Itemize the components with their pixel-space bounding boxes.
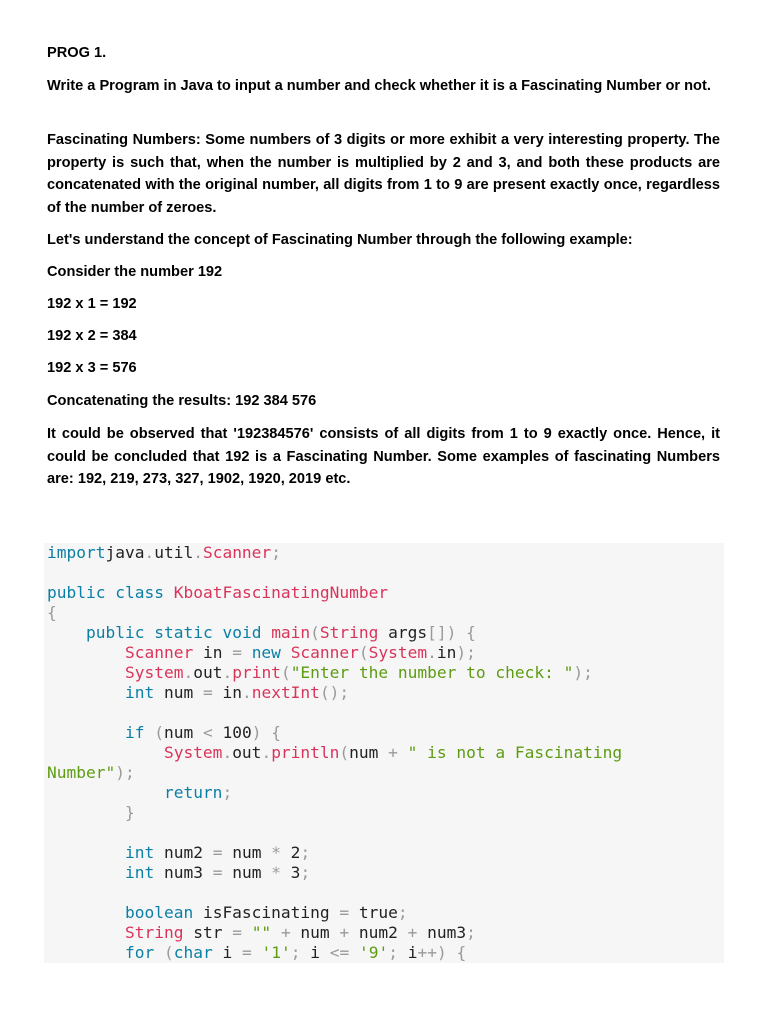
code-token: char — [173, 943, 213, 962]
code-token — [47, 923, 125, 942]
code-line — [47, 803, 622, 823]
code-token: { — [47, 603, 57, 622]
code-token: return — [163, 783, 223, 802]
code-token — [349, 943, 359, 962]
code-token: ; — [290, 943, 301, 962]
code-token: ; — [300, 843, 311, 862]
code-line — [47, 843, 622, 863]
example-intro: Let's understand the concept of Fascinating Number through the following example: — [47, 232, 633, 248]
code-token: util — [154, 543, 194, 562]
code-token: true — [349, 903, 398, 922]
code-token: ( — [163, 943, 174, 962]
code-token: ); — [573, 663, 593, 682]
code-token: ; — [466, 923, 476, 942]
code-token — [398, 743, 408, 762]
code-token: i — [397, 943, 418, 962]
code-token: "Enter the number to check: " — [290, 663, 574, 682]
code-token: = — [339, 903, 350, 922]
code-token: static — [154, 623, 213, 642]
code-token — [47, 643, 125, 662]
code-line — [47, 683, 622, 703]
code-token — [154, 943, 164, 962]
code-token: 100 — [212, 723, 252, 742]
code-line — [47, 563, 622, 583]
code-token: (); — [319, 683, 350, 702]
code-token: . — [144, 543, 155, 562]
code-token: ; — [397, 903, 408, 922]
code-token — [47, 743, 164, 762]
code-token: ( — [280, 663, 291, 682]
code-token: println — [271, 743, 340, 762]
code-token — [47, 663, 125, 682]
code-token: int — [124, 683, 155, 702]
code-token: '1' — [261, 943, 291, 962]
code-token: i — [212, 943, 242, 962]
code-line — [47, 743, 622, 763]
code-token — [144, 723, 154, 742]
code-line — [47, 583, 622, 603]
code-token — [261, 723, 271, 742]
code-token — [242, 643, 252, 662]
code-line — [47, 703, 622, 723]
code-token — [47, 903, 125, 922]
code-token: int — [124, 843, 155, 862]
code-token: in — [436, 643, 457, 662]
code-token: = — [212, 863, 223, 882]
code-token: = — [232, 643, 242, 662]
code-line — [47, 883, 622, 903]
code-token — [261, 623, 271, 642]
code-token — [281, 643, 291, 662]
code-token — [447, 943, 457, 962]
consider-line: Consider the number 192 — [47, 264, 223, 280]
code-token: []) — [427, 623, 457, 642]
conclusion-paragraph: It could be observed that '192384576' consists of all digits from 1 to 9 exactly once. Hence, it could be concluded that 192 is a Fascinating Number. Some examples of fascinating Numbers are: 192, 219, 273, 327, 1902, 1920, 2019 etc. — [47, 426, 720, 487]
code-line — [47, 623, 622, 643]
code-token: { — [456, 943, 467, 962]
code-token: " is not a Fascinating — [407, 743, 623, 762]
code-token — [144, 623, 154, 642]
code-token: KboatFascinatingNumber — [173, 583, 389, 602]
code-token: "" — [251, 923, 272, 942]
code-token: ; — [271, 543, 281, 562]
code-token: ( — [310, 623, 320, 642]
code-token: str — [183, 923, 233, 942]
code-token: main — [271, 623, 311, 642]
code-token: '9' — [358, 943, 389, 962]
code-token: int — [124, 863, 155, 882]
code-token: num — [154, 683, 203, 702]
code-token: num2 — [349, 923, 408, 942]
code-token — [47, 683, 125, 702]
code-token: . — [193, 543, 203, 562]
code-token: for — [124, 943, 155, 962]
code-token: void — [222, 623, 262, 642]
code-token: num3 — [154, 863, 213, 882]
code-token: args — [378, 623, 428, 642]
code-token: ); — [115, 763, 135, 782]
code-token: i — [300, 943, 330, 962]
code-token: ( — [339, 743, 350, 762]
code-token: = — [232, 923, 242, 942]
code-token — [47, 623, 86, 642]
code-token: { — [466, 623, 476, 642]
code-token: isFascinating — [193, 903, 340, 922]
code-line — [47, 903, 622, 923]
code-token — [164, 583, 174, 602]
code-token: num2 — [154, 843, 213, 862]
code-token — [271, 923, 281, 942]
code-token: + — [388, 743, 398, 762]
code-token: System — [163, 743, 223, 762]
code-token: num — [222, 863, 272, 882]
code-token: ; — [222, 783, 233, 802]
code-token — [47, 863, 125, 882]
code-line — [47, 923, 622, 943]
code-token: + — [407, 923, 418, 942]
code-token: . — [427, 643, 437, 662]
code-token: new — [251, 643, 281, 662]
code-block — [44, 543, 724, 963]
code-line — [47, 663, 622, 683]
code-token: out — [193, 663, 223, 682]
code-token: ( — [154, 723, 164, 742]
code-token: < — [202, 723, 213, 742]
code-token: num — [222, 843, 272, 862]
code-token: System — [124, 663, 184, 682]
code-token — [47, 723, 125, 742]
code-token: . — [241, 683, 252, 702]
code-token: ; — [300, 863, 311, 882]
code-line — [47, 543, 622, 563]
step-line-1: 192 x 1 = 192 — [47, 296, 137, 312]
code-token: Scanner — [202, 543, 272, 562]
code-token — [213, 623, 223, 642]
code-token: class — [115, 583, 164, 602]
code-token — [242, 923, 252, 942]
code-token: out — [232, 743, 262, 762]
code-token: = — [212, 843, 223, 862]
code-token: nextInt — [251, 683, 320, 702]
code-line — [47, 603, 622, 623]
code-token: Number" — [47, 763, 116, 782]
code-token: . — [222, 663, 233, 682]
code-token: <= — [329, 943, 350, 962]
code-token: + — [339, 923, 350, 942]
code-token: ; — [388, 943, 398, 962]
code-token: num — [349, 743, 389, 762]
code-token: ( — [358, 643, 369, 662]
code-token: + — [280, 923, 291, 942]
code-token: Scanner — [290, 643, 359, 662]
code-token: . — [222, 743, 233, 762]
code-token — [456, 623, 466, 642]
code-token: print — [232, 663, 281, 682]
code-token: num — [290, 923, 340, 942]
code-line — [47, 763, 622, 783]
code-token: ); — [456, 643, 476, 662]
code-token: num — [163, 723, 203, 742]
concatenation-line: Concatenating the results: 192 384 576 — [47, 393, 317, 409]
code-line — [47, 863, 622, 883]
code-token: String — [124, 923, 184, 942]
code-token: Scanner — [124, 643, 194, 662]
code-token: = — [202, 683, 213, 702]
code-token: import — [47, 543, 106, 562]
code-token: = — [241, 943, 252, 962]
code-token: java — [105, 543, 145, 562]
code-token: ++) — [417, 943, 447, 962]
code-token: in — [212, 683, 242, 702]
code-token: } — [124, 803, 135, 822]
code-token — [47, 803, 125, 822]
code-token: ) — [251, 723, 262, 742]
code-token: * — [271, 843, 281, 862]
code-token: boolean — [124, 903, 194, 922]
step-line-3: 192 x 3 = 576 — [47, 360, 137, 376]
code-token: 3 — [280, 863, 301, 882]
code-token: if — [124, 723, 145, 742]
code-line — [47, 643, 622, 663]
code-line — [47, 823, 622, 843]
code-token: . — [261, 743, 272, 762]
code-line — [47, 723, 622, 743]
code-line — [47, 943, 622, 963]
code-token: . — [183, 663, 194, 682]
code-token: * — [271, 863, 281, 882]
code-token — [47, 843, 125, 862]
code-token: 2 — [280, 843, 301, 862]
program-heading: PROG 1. — [47, 45, 107, 61]
code-token — [47, 783, 164, 802]
definition-paragraph: Fascinating Numbers: Some numbers of 3 digits or more exhibit a very interesting property. The property is such that, when the number is multiplied by 2 and 3, and both these products are concatenated with the original number, all digits from 1 to 9 are present exactly once, regardless of the number of zeroes. — [47, 132, 720, 216]
problem-statement: Write a Program in Java to input a number and check whether it is a Fascinating Number or not. — [47, 78, 711, 94]
code-token: in — [193, 643, 233, 662]
code-token — [105, 583, 115, 602]
code-token: public — [47, 583, 106, 602]
java-source — [47, 543, 622, 963]
code-token: { — [271, 723, 281, 742]
code-token — [252, 943, 262, 962]
code-token: num3 — [417, 923, 467, 942]
step-line-2: 192 x 2 = 384 — [47, 328, 137, 344]
code-token — [47, 943, 125, 962]
code-token: System — [368, 643, 428, 662]
code-token: String — [319, 623, 379, 642]
code-line — [47, 783, 622, 803]
code-token: public — [85, 623, 145, 642]
